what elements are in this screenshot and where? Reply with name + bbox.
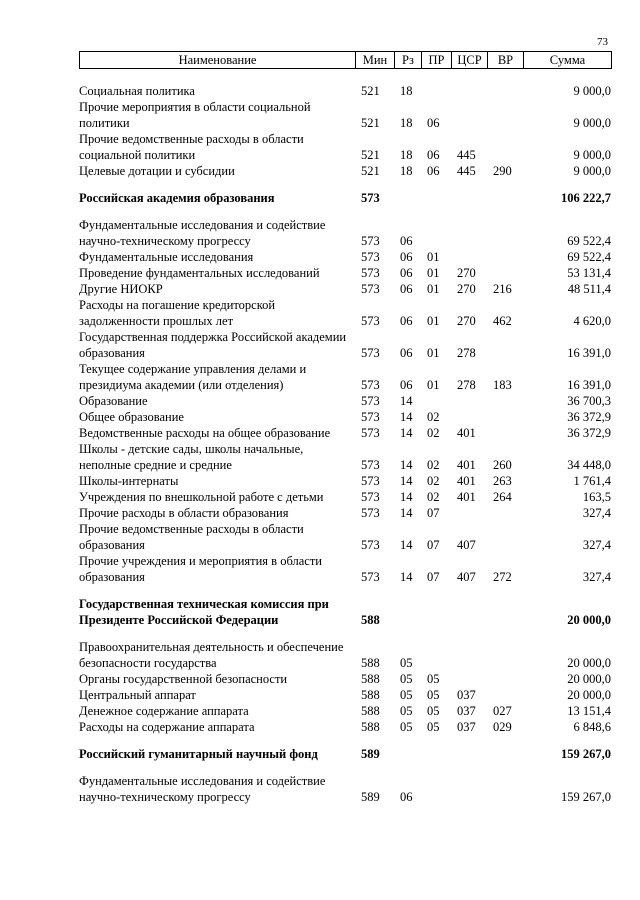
cell-min: 573 xyxy=(361,570,380,584)
spacer-cell xyxy=(79,628,611,639)
cell-rz: 06 xyxy=(400,346,413,360)
table-row xyxy=(79,671,611,687)
spacer-row xyxy=(79,585,611,596)
table-row xyxy=(79,329,611,361)
cell-min: 573 xyxy=(361,234,380,248)
cell-rz: 06 xyxy=(400,790,413,804)
cell-name: Органы государственной безопасности xyxy=(79,672,288,686)
header-vr: ВР xyxy=(488,52,524,69)
cell-vr: 290 xyxy=(493,164,512,178)
cell-csr: 270 xyxy=(457,282,476,296)
cell-name: Учреждения по внешкольной работе с детьми xyxy=(79,490,324,504)
cell-min: 573 xyxy=(361,394,380,408)
cell-name: Российская академия образования xyxy=(79,191,275,205)
cell-min: 588 xyxy=(361,613,380,627)
cell-sum: 20 000,0 xyxy=(567,672,611,686)
cell-min: 588 xyxy=(361,720,380,734)
cell-name: Прочие расходы в области образования xyxy=(79,506,289,520)
table-row xyxy=(79,99,611,131)
cell-min: 573 xyxy=(361,250,380,264)
cell-vr xyxy=(487,687,523,703)
cell-pr: 06 xyxy=(427,116,440,130)
cell-sum: 327,4 xyxy=(582,506,611,520)
table-row xyxy=(79,217,611,249)
cell-vr xyxy=(487,217,523,249)
cell-csr: 401 xyxy=(457,458,476,472)
cell-min: 573 xyxy=(361,282,380,296)
cell-pr xyxy=(421,83,451,99)
cell-csr xyxy=(451,249,487,265)
table-row xyxy=(79,441,611,473)
cell-name: Государственная поддержка Российской академии образования xyxy=(79,330,347,360)
cell-rz: 06 xyxy=(400,378,413,392)
cell-vr: 027 xyxy=(493,704,512,718)
cell-name: Денежное содержание аппарата xyxy=(79,704,249,718)
cell-min: 573 xyxy=(361,538,380,552)
table-row xyxy=(79,687,611,703)
cell-name: Центральный аппарат xyxy=(79,688,196,702)
cell-rz xyxy=(394,190,421,206)
cell-csr: 037 xyxy=(457,720,476,734)
cell-vr xyxy=(487,521,523,553)
spacer-row xyxy=(79,206,611,217)
cell-csr: 407 xyxy=(457,538,476,552)
cell-vr xyxy=(487,425,523,441)
header-name: Наименование xyxy=(80,52,356,69)
cell-pr: 06 xyxy=(427,148,440,162)
spacer-row xyxy=(79,735,611,746)
cell-min: 589 xyxy=(361,790,380,804)
cell-min: 573 xyxy=(361,426,380,440)
cell-vr: 216 xyxy=(493,282,512,296)
header-pr: ПР xyxy=(422,52,452,69)
cell-name: Образование xyxy=(79,394,148,408)
spacer-cell xyxy=(79,762,611,773)
table-row xyxy=(79,773,611,805)
cell-name: Социальная политика xyxy=(79,84,195,98)
cell-min: 573 xyxy=(361,490,380,504)
cell-sum: 36 372,9 xyxy=(567,426,611,440)
cell-csr: 270 xyxy=(457,314,476,328)
cell-sum: 13 151,4 xyxy=(567,704,611,718)
cell-sum: 106 222,7 xyxy=(561,191,611,205)
cell-vr: 029 xyxy=(493,720,512,734)
cell-min: 588 xyxy=(361,672,380,686)
cell-name: Школы - детские сады, школы начальные, неполные средние и средние xyxy=(79,442,304,472)
cell-vr xyxy=(487,505,523,521)
cell-sum: 159 267,0 xyxy=(561,747,611,761)
cell-name: Правоохранительная деятельность и обеспечение безопасности государства xyxy=(79,640,344,670)
budget-table xyxy=(79,83,611,805)
cell-vr xyxy=(487,99,523,131)
cell-name: Прочие учреждения и мероприятия в области образования xyxy=(79,554,322,584)
cell-vr xyxy=(487,671,523,687)
cell-sum: 4 620,0 xyxy=(573,314,611,328)
cell-min: 573 xyxy=(361,378,380,392)
table-row xyxy=(79,425,611,441)
table-header xyxy=(79,51,612,69)
cell-rz: 06 xyxy=(400,314,413,328)
cell-pr xyxy=(421,190,451,206)
cell-name: Расходы на содержание аппарата xyxy=(79,720,255,734)
cell-min: 573 xyxy=(361,410,380,424)
cell-pr: 05 xyxy=(427,704,440,718)
cell-pr: 01 xyxy=(427,282,440,296)
cell-csr: 278 xyxy=(457,378,476,392)
cell-rz: 14 xyxy=(400,570,413,584)
cell-sum: 6 848,6 xyxy=(573,720,611,734)
cell-pr: 02 xyxy=(427,458,440,472)
table-row xyxy=(79,409,611,425)
cell-rz: 06 xyxy=(400,282,413,296)
header-csr: ЦСР xyxy=(452,52,488,69)
cell-vr xyxy=(487,596,523,628)
cell-rz: 05 xyxy=(400,704,413,718)
cell-pr: 02 xyxy=(427,490,440,504)
cell-pr: 05 xyxy=(427,672,440,686)
table-row xyxy=(79,83,611,99)
cell-name: Государственная техническая комиссия при Президенте Российской Федерации xyxy=(79,597,329,627)
cell-pr: 07 xyxy=(427,570,440,584)
cell-rz: 05 xyxy=(400,672,413,686)
cell-sum: 53 131,4 xyxy=(567,266,611,280)
spacer-cell xyxy=(79,735,611,746)
cell-rz: 18 xyxy=(400,164,413,178)
cell-sum: 36 700,3 xyxy=(567,394,611,408)
table-row xyxy=(79,163,611,179)
cell-name: Фундаментальные исследования и содействие научно-техническому прогрессу xyxy=(79,774,326,804)
cell-vr xyxy=(487,409,523,425)
cell-sum: 1 761,4 xyxy=(573,474,611,488)
cell-csr xyxy=(451,773,487,805)
table-row xyxy=(79,521,611,553)
cell-min: 573 xyxy=(361,191,380,205)
cell-rz: 18 xyxy=(400,116,413,130)
cell-csr xyxy=(451,190,487,206)
table-row xyxy=(79,505,611,521)
cell-pr: 01 xyxy=(427,378,440,392)
cell-sum: 16 391,0 xyxy=(567,346,611,360)
cell-vr xyxy=(487,131,523,163)
cell-sum: 327,4 xyxy=(582,570,611,584)
cell-name: Общее образование xyxy=(79,410,184,424)
cell-rz xyxy=(394,746,421,762)
cell-min: 521 xyxy=(361,164,380,178)
cell-min: 573 xyxy=(361,266,380,280)
cell-csr xyxy=(451,409,487,425)
cell-csr xyxy=(451,83,487,99)
spacer-row xyxy=(79,179,611,190)
header-min: Мин xyxy=(356,52,395,69)
cell-rz: 14 xyxy=(400,426,413,440)
cell-pr xyxy=(421,639,451,671)
cell-pr: 07 xyxy=(427,506,440,520)
cell-rz: 18 xyxy=(400,84,413,98)
cell-vr xyxy=(487,746,523,762)
page-number: 73 xyxy=(597,36,608,48)
table-row xyxy=(79,265,611,281)
cell-csr: 407 xyxy=(457,570,476,584)
header-rz: Рз xyxy=(395,52,422,69)
cell-vr xyxy=(487,265,523,281)
cell-min: 588 xyxy=(361,688,380,702)
spacer-cell xyxy=(79,585,611,596)
table-row xyxy=(79,281,611,297)
cell-csr: 445 xyxy=(457,164,476,178)
cell-sum: 20 000,0 xyxy=(567,656,611,670)
cell-pr: 02 xyxy=(427,474,440,488)
cell-sum: 9 000,0 xyxy=(573,164,611,178)
cell-csr: 270 xyxy=(457,266,476,280)
cell-name: Другие НИОКР xyxy=(79,282,163,296)
cell-name: Прочие ведомственные расходы в области образования xyxy=(79,522,304,552)
cell-rz: 14 xyxy=(400,458,413,472)
table-row xyxy=(79,596,611,628)
cell-pr: 02 xyxy=(427,426,440,440)
spacer-row xyxy=(79,628,611,639)
cell-sum: 20 000,0 xyxy=(567,613,611,627)
table-row xyxy=(79,553,611,585)
cell-min: 573 xyxy=(361,314,380,328)
cell-sum: 9 000,0 xyxy=(573,116,611,130)
cell-name: Российский гуманитарный научный фонд xyxy=(79,747,318,761)
cell-csr xyxy=(451,393,487,409)
cell-sum: 69 522,4 xyxy=(567,234,611,248)
cell-pr: 01 xyxy=(427,266,440,280)
cell-csr xyxy=(451,217,487,249)
header-sum: Сумма xyxy=(524,52,612,69)
cell-name: Фундаментальные исследования и содействие научно-техническому прогрессу xyxy=(79,218,326,248)
cell-pr: 01 xyxy=(427,314,440,328)
cell-sum: 9 000,0 xyxy=(573,84,611,98)
cell-sum: 9 000,0 xyxy=(573,148,611,162)
cell-sum: 48 511,4 xyxy=(567,282,611,296)
cell-sum: 34 448,0 xyxy=(567,458,611,472)
budget-table-body xyxy=(79,83,611,805)
cell-pr xyxy=(421,746,451,762)
cell-csr xyxy=(451,99,487,131)
cell-pr: 07 xyxy=(427,538,440,552)
table-row xyxy=(79,746,611,762)
cell-min: 588 xyxy=(361,656,380,670)
cell-vr xyxy=(487,83,523,99)
cell-min: 588 xyxy=(361,704,380,718)
cell-rz: 06 xyxy=(400,266,413,280)
cell-name: Расходы на погашение кредиторской задолженности прошлых лет xyxy=(79,298,276,328)
cell-sum: 159 267,0 xyxy=(561,790,611,804)
cell-rz: 05 xyxy=(400,720,413,734)
cell-rz: 14 xyxy=(400,538,413,552)
cell-csr xyxy=(451,746,487,762)
cell-name: Прочие мероприятия в области социальной политики xyxy=(79,100,311,130)
cell-rz: 14 xyxy=(400,474,413,488)
cell-vr: 462 xyxy=(493,314,512,328)
cell-rz: 06 xyxy=(400,234,413,248)
table-row xyxy=(79,190,611,206)
table-row xyxy=(79,719,611,735)
cell-rz: 14 xyxy=(400,506,413,520)
cell-sum: 16 391,0 xyxy=(567,378,611,392)
cell-sum: 327,4 xyxy=(582,538,611,552)
table-row xyxy=(79,131,611,163)
cell-name: Фундаментальные исследования xyxy=(79,250,254,264)
cell-name: Текущее содержание управления делами и президиума академии (или отделения) xyxy=(79,362,307,392)
cell-min: 573 xyxy=(361,506,380,520)
table-row xyxy=(79,703,611,719)
cell-csr: 445 xyxy=(457,148,476,162)
cell-pr: 05 xyxy=(427,688,440,702)
spacer-row xyxy=(79,762,611,773)
cell-csr: 401 xyxy=(457,490,476,504)
cell-rz: 14 xyxy=(400,490,413,504)
spacer-cell xyxy=(79,179,611,190)
cell-vr: 260 xyxy=(493,458,512,472)
cell-csr xyxy=(451,671,487,687)
cell-rz: 05 xyxy=(400,656,413,670)
cell-vr xyxy=(487,773,523,805)
header-row xyxy=(80,52,612,69)
cell-rz: 06 xyxy=(400,250,413,264)
cell-rz xyxy=(394,596,421,628)
cell-name: Ведомственные расходы на общее образование xyxy=(79,426,331,440)
table-row xyxy=(79,249,611,265)
cell-sum: 20 000,0 xyxy=(567,688,611,702)
table-row xyxy=(79,297,611,329)
cell-csr: 037 xyxy=(457,688,476,702)
table-row xyxy=(79,393,611,409)
cell-csr xyxy=(451,639,487,671)
cell-vr: 272 xyxy=(493,570,512,584)
table-row xyxy=(79,639,611,671)
cell-pr xyxy=(421,596,451,628)
cell-rz: 05 xyxy=(400,688,413,702)
cell-min: 521 xyxy=(361,84,380,98)
cell-sum: 69 522,4 xyxy=(567,250,611,264)
table-row xyxy=(79,489,611,505)
cell-min: 573 xyxy=(361,346,380,360)
cell-pr: 05 xyxy=(427,720,440,734)
cell-rz: 14 xyxy=(400,410,413,424)
cell-min: 573 xyxy=(361,458,380,472)
cell-csr: 278 xyxy=(457,346,476,360)
cell-name: Школы-интернаты xyxy=(79,474,179,488)
cell-csr xyxy=(451,596,487,628)
cell-pr xyxy=(421,393,451,409)
cell-csr: 401 xyxy=(457,474,476,488)
cell-vr xyxy=(487,329,523,361)
cell-name: Целевые дотации и субсидии xyxy=(79,164,235,178)
cell-pr: 06 xyxy=(427,164,440,178)
cell-vr: 263 xyxy=(493,474,512,488)
cell-vr: 264 xyxy=(493,490,512,504)
cell-vr xyxy=(487,639,523,671)
cell-min: 573 xyxy=(361,474,380,488)
cell-pr: 01 xyxy=(427,346,440,360)
cell-csr xyxy=(451,505,487,521)
cell-csr: 037 xyxy=(457,704,476,718)
cell-pr: 01 xyxy=(427,250,440,264)
spacer-cell xyxy=(79,206,611,217)
cell-name: Прочие ведомственные расходы в области социальной политики xyxy=(79,132,304,162)
cell-vr xyxy=(487,190,523,206)
cell-min: 521 xyxy=(361,148,380,162)
cell-pr xyxy=(421,773,451,805)
cell-vr xyxy=(487,393,523,409)
cell-rz: 14 xyxy=(400,394,413,408)
cell-rz: 18 xyxy=(400,148,413,162)
cell-min: 521 xyxy=(361,116,380,130)
cell-csr: 401 xyxy=(457,426,476,440)
cell-pr xyxy=(421,217,451,249)
cell-vr: 183 xyxy=(493,378,512,392)
cell-vr xyxy=(487,249,523,265)
cell-min: 589 xyxy=(361,747,380,761)
table-row xyxy=(79,473,611,489)
table-row xyxy=(79,361,611,393)
cell-pr: 02 xyxy=(427,410,440,424)
cell-sum: 163,5 xyxy=(582,490,611,504)
cell-name: Проведение фундаментальных исследований xyxy=(79,266,320,280)
cell-sum: 36 372,9 xyxy=(567,410,611,424)
